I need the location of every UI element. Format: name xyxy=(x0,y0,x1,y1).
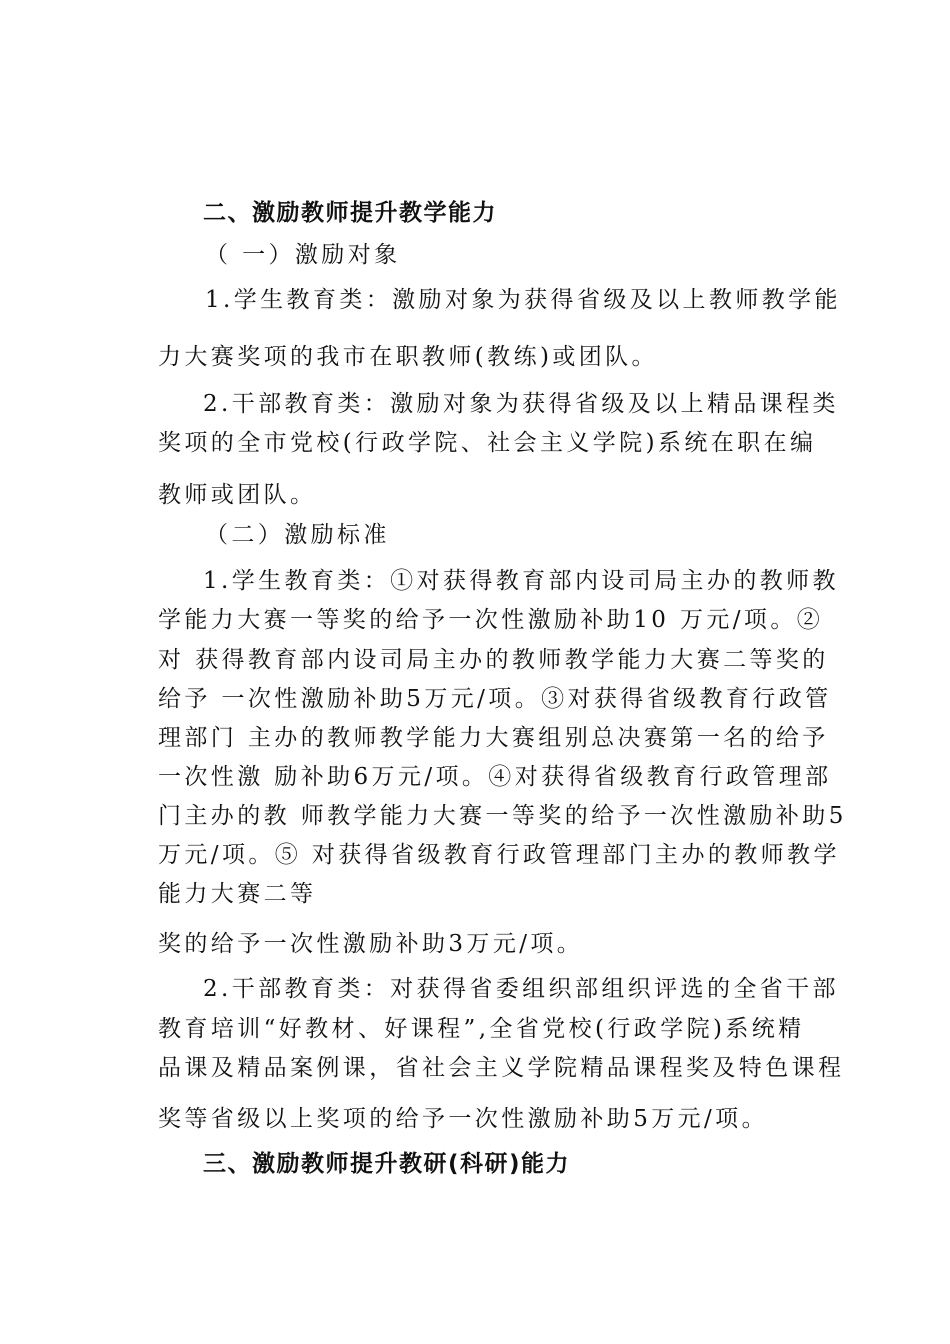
paragraph-line: 奖的给予一次性激励补助3万元/项。 xyxy=(158,931,584,957)
paragraph-line: 奖等省级以上奖项的给予一次性激励补助5万元/项。 xyxy=(158,1106,768,1132)
paragraph-line: 2.干部教育类：对获得省委组织部组织评选的全省干部 xyxy=(203,976,839,1002)
paragraph-line: 能力大赛二等 xyxy=(158,881,317,907)
paragraph-line: 奖项的全市党校(行政学院、社会主义学院)系统在职在编 xyxy=(158,430,817,456)
subsection-heading: （ 一）激励对象 xyxy=(205,242,401,268)
section-heading: 三、激励教师提升教研(科研)能力 xyxy=(203,1151,571,1177)
paragraph-line: 力大赛奖项的我市在职教师(教练)或团队。 xyxy=(158,344,658,370)
paragraph-line: 教师或团队。 xyxy=(158,482,317,508)
subsection-heading: （二）激励标准 xyxy=(205,522,390,548)
paragraph-line: 万元/项。⑤ 对获得省级教育行政管理部门主办的教师教学 xyxy=(158,842,840,868)
paragraph-line: 门主办的教 师教学能力大赛一等奖的给予一次性激励补助5 xyxy=(158,803,847,829)
paragraph-line: 理部门 主办的教师教学能力大赛组别总决赛第一名的给予 xyxy=(158,725,829,751)
paragraph-line: 学能力大赛一等奖的给予一次性激励补助10 万元/项。② xyxy=(158,607,824,633)
paragraph-line: 2.干部教育类：激励对象为获得省级及以上精品课程类 xyxy=(203,391,839,417)
paragraph-line: 给予 一次性激励补助5万元/项。③对获得省级教育行政管 xyxy=(158,686,832,712)
paragraph-line: 一次性激 励补助6万元/项。④对获得省级教育行政管理部 xyxy=(158,764,832,790)
paragraph-line: 1.学生教育类：激励对象为获得省级及以上教师教学能 xyxy=(205,287,841,313)
paragraph-line: 教育培训“好教材、好课程”,全省党校(行政学院)系统精 xyxy=(158,1016,805,1042)
paragraph-line: 对 获得教育部内设司局主办的教师教学能力大赛二等奖的 xyxy=(158,647,829,673)
paragraph-line: 1.学生教育类：①对获得教育部内设司局主办的教师教 xyxy=(203,568,839,594)
section-heading: 二、激励教师提升教学能力 xyxy=(203,200,497,226)
paragraph-line: 品课及精品案例课，省社会主义学院精品课程奖及特色课程 xyxy=(158,1055,845,1081)
